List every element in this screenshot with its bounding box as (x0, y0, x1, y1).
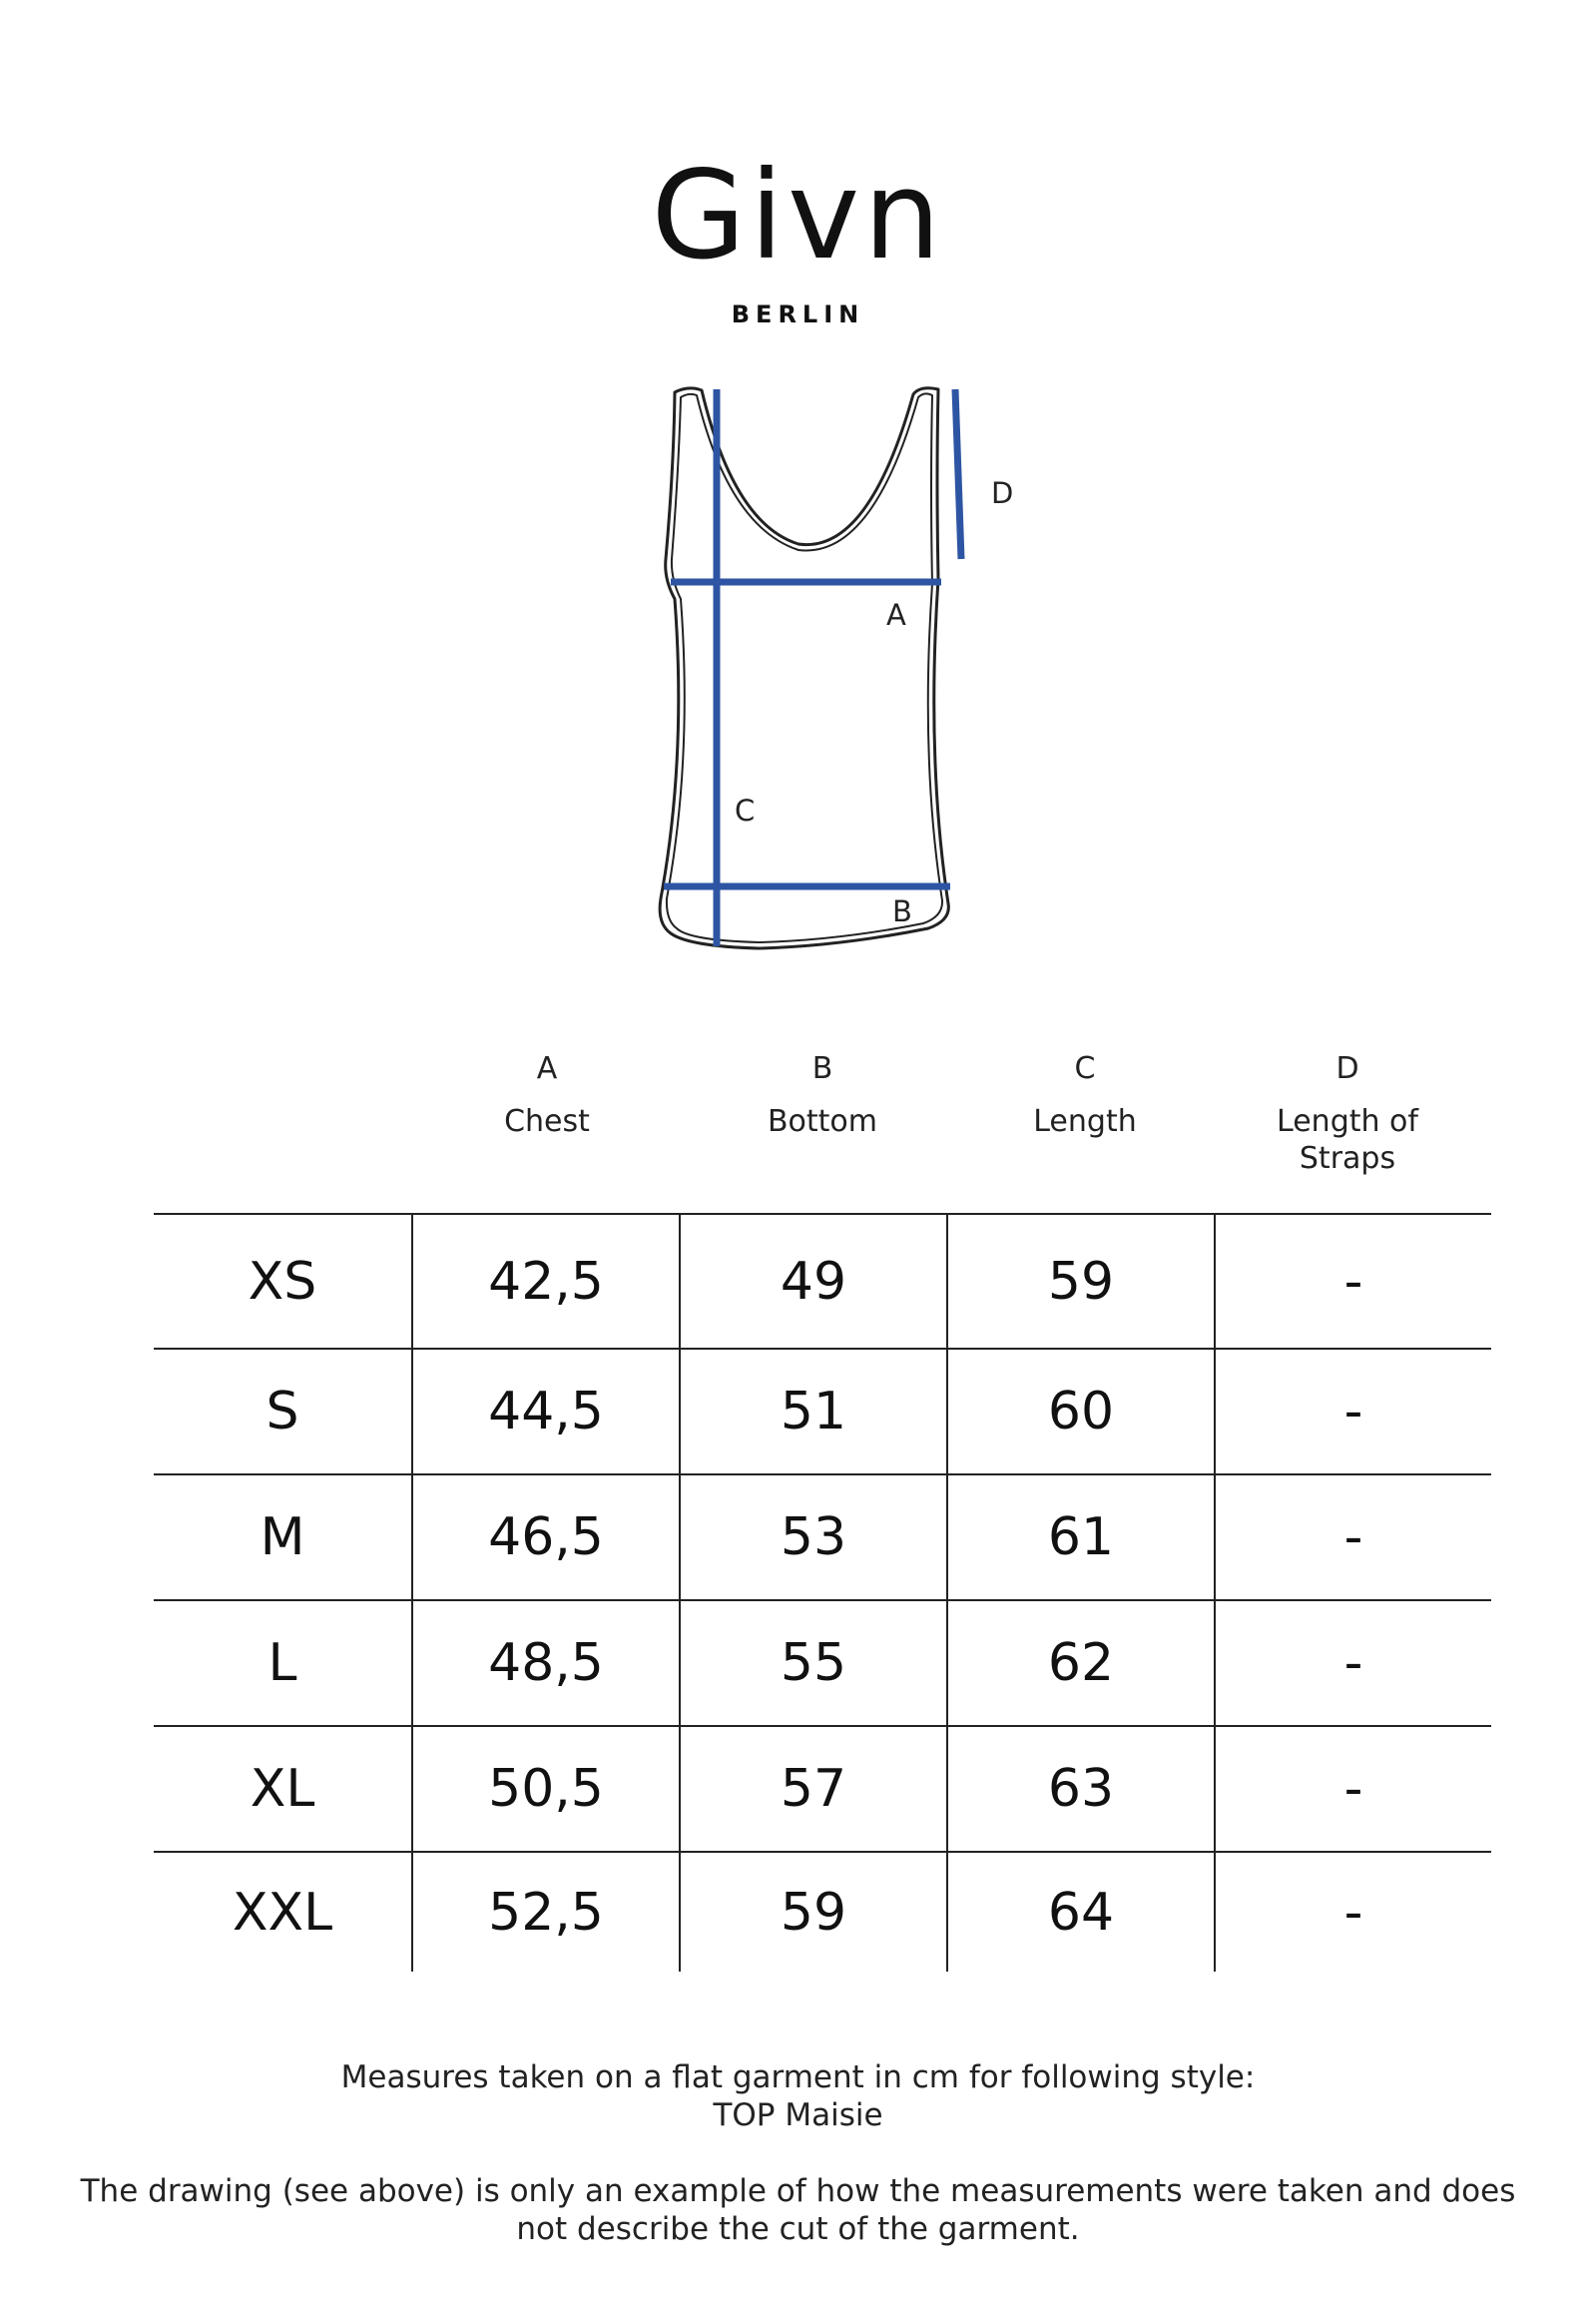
strap-length-value: - (1215, 1349, 1491, 1474)
tank-top-outline (660, 388, 948, 948)
length-value: 60 (947, 1349, 1215, 1474)
table-row-xxl (154, 1852, 1491, 1972)
chest-value: 46,5 (412, 1474, 680, 1600)
chest-value: 44,5 (412, 1349, 680, 1474)
garment-measurement-diagram (0, 0, 1596, 958)
bottom-value: 53 (680, 1474, 947, 1600)
strap-length-value: - (1215, 1726, 1491, 1852)
bottom-value: 51 (680, 1349, 947, 1474)
size-label: XL (154, 1726, 412, 1852)
strap-length-value: - (1215, 1600, 1491, 1726)
length-value: 61 (947, 1474, 1215, 1600)
measure-line-d (955, 389, 961, 559)
diagram-label-d: D (991, 476, 1014, 510)
length-value: 62 (947, 1600, 1215, 1726)
chest-value: 50,5 (412, 1726, 680, 1852)
column-letter: D (1335, 1051, 1359, 1086)
diagram-label-c: C (735, 794, 756, 828)
measurement-lines (664, 389, 961, 946)
column-header-length (985, 1050, 1185, 1140)
column-letter: A (536, 1051, 558, 1086)
column-name: Chest (504, 1104, 590, 1139)
column-header-bottom (723, 1050, 922, 1140)
column-letter: B (811, 1051, 833, 1086)
column-header-chest (447, 1050, 647, 1140)
diagram-label-b: B (892, 894, 912, 928)
bottom-value: 55 (680, 1600, 947, 1726)
size-label: L (154, 1600, 412, 1726)
size-label: XXL (154, 1852, 412, 1972)
bottom-value: 57 (680, 1726, 947, 1852)
chest-value: 52,5 (412, 1852, 680, 1972)
table-row-xl (154, 1726, 1491, 1852)
length-value: 64 (947, 1852, 1215, 1972)
disclaimer: The drawing (see above) is only an example of how the measurements were taken and does not describe the cut of the garment. (80, 2173, 1516, 2247)
table-row-s (154, 1349, 1491, 1474)
strap-length-value: - (1215, 1474, 1491, 1600)
brand-name: Givn (651, 145, 945, 287)
column-header-strap-length (1248, 1050, 1447, 1177)
column-name: Length of Straps (1277, 1104, 1418, 1176)
table-row-l (154, 1600, 1491, 1726)
bottom-value: 59 (680, 1852, 947, 1972)
strap-length-value: - (1215, 1214, 1491, 1349)
strap-length-value: - (1215, 1852, 1491, 1972)
column-letter: C (1074, 1051, 1096, 1086)
size-chart-table (154, 1213, 1491, 1972)
brand-location: BERLIN (731, 300, 865, 328)
size-label: XS (154, 1214, 412, 1349)
style-name: TOP Maisie (713, 2097, 883, 2133)
size-label: S (154, 1349, 412, 1474)
diagram-label-a: A (886, 598, 906, 632)
column-name: Length (1033, 1104, 1137, 1139)
measure-note-text: Measures taken on a flat garment in cm for following style: (340, 2059, 1256, 2095)
table-row-xs (154, 1214, 1491, 1349)
length-value: 59 (947, 1214, 1215, 1349)
chest-value: 48,5 (412, 1600, 680, 1726)
length-value: 63 (947, 1726, 1215, 1852)
chest-value: 42,5 (412, 1214, 680, 1349)
table-row-m (154, 1474, 1491, 1600)
measure-note (0, 2058, 1596, 2134)
size-label: M (154, 1474, 412, 1600)
bottom-value: 49 (680, 1214, 947, 1349)
column-name: Bottom (767, 1104, 878, 1139)
